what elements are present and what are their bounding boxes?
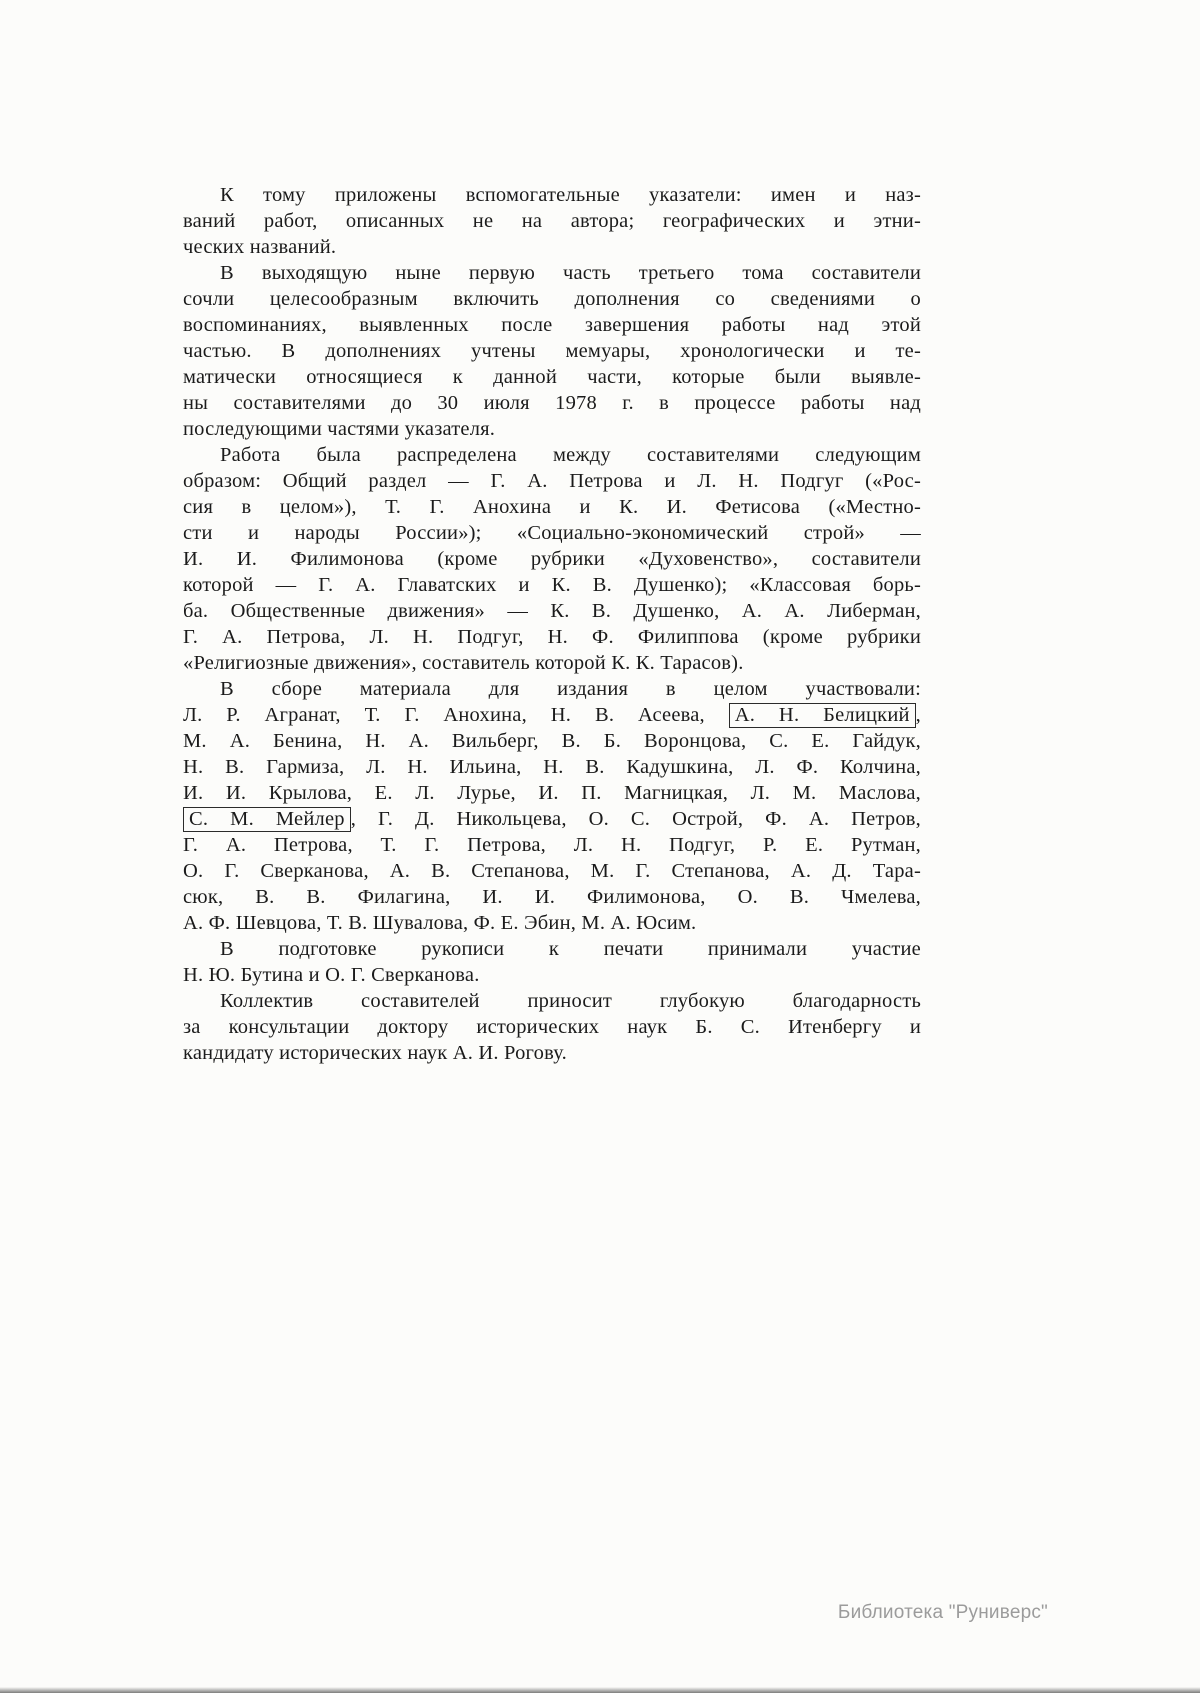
text-line bbox=[183, 338, 921, 364]
text-line bbox=[183, 286, 921, 312]
text-line bbox=[183, 468, 921, 494]
text-segment: М. А. Бенина, Н. А. Вильберг, В. Б. Воронцова, С. Е. Гайдук, bbox=[183, 730, 921, 752]
text-line bbox=[183, 702, 921, 728]
text-segment: Г. А. Петрова, Л. Н. Подгуг, Н. Ф. Филиппова (кроме рубрики bbox=[183, 626, 921, 648]
text-line bbox=[183, 520, 921, 546]
text-segment: ны составителями до 30 июля 1978 г. в процессе работы над bbox=[183, 392, 921, 414]
text-segment: Л. Р. Агранат, Т. Г. Анохина, Н. В. Асеева, bbox=[183, 704, 729, 726]
text-segment: матически относящиеся к данной части, которые были выявле- bbox=[183, 366, 921, 388]
text-line bbox=[183, 598, 921, 624]
boxed-deceased-name: С. М. Мейлер bbox=[183, 807, 351, 832]
text-line bbox=[183, 988, 921, 1014]
text-segment: сия в целом»), Т. Г. Анохина и К. И. Фетисова («Местно- bbox=[183, 496, 921, 518]
text-segment: кандидату исторических наук А. И. Рогову. bbox=[183, 1042, 567, 1064]
text-line bbox=[183, 806, 921, 832]
text-segment: воспоминаниях, выявленных после завершения работы над этой bbox=[183, 314, 921, 336]
text-line bbox=[183, 312, 921, 338]
boxed-deceased-name: А. Н. Белицкий bbox=[729, 703, 916, 728]
text-line bbox=[183, 650, 921, 676]
text-line bbox=[183, 832, 921, 858]
text-line bbox=[183, 1014, 921, 1040]
text-segment: Работа была распределена между составителями следующим bbox=[220, 444, 921, 466]
text-line bbox=[183, 260, 921, 286]
text-line bbox=[183, 962, 921, 988]
text-segment: И. И. Филимонова (кроме рубрики «Духовенство», составители bbox=[183, 548, 921, 570]
text-segment: которой — Г. А. Главатских и К. В. Душенко); «Классовая борь- bbox=[183, 574, 921, 596]
text-segment: К тому приложены вспомогательные указатели: имен и наз- bbox=[220, 184, 921, 206]
text-line bbox=[183, 676, 921, 702]
text-line bbox=[183, 546, 921, 572]
text-line bbox=[183, 936, 921, 962]
paragraph-1 bbox=[183, 182, 921, 260]
paragraph-6 bbox=[183, 988, 921, 1066]
text-line bbox=[183, 416, 921, 442]
text-line bbox=[183, 780, 921, 806]
text-segment: ба. Общественные движения» — К. В. Душенко, А. А. Либерман, bbox=[183, 600, 921, 622]
text-segment: ческих названий. bbox=[183, 236, 337, 258]
text-segment: сочли целесообразным включить дополнения со сведениями о bbox=[183, 288, 921, 310]
text-line bbox=[183, 390, 921, 416]
text-segment: Коллектив составителей приносит глубокую благодарность bbox=[220, 990, 921, 1012]
text-line bbox=[183, 624, 921, 650]
text-segment: В подготовке рукописи к печати принимали участие bbox=[220, 938, 921, 960]
text-segment: В сборе материала для издания в целом участвовали: bbox=[220, 678, 921, 700]
text-segment: И. И. Крылова, Е. Л. Лурье, И. П. Магницкая, Л. М. Маслова, bbox=[183, 782, 921, 804]
library-watermark: Библиотека "Руниверс" bbox=[837, 1602, 1048, 1623]
text-line bbox=[183, 208, 921, 234]
text-line bbox=[183, 442, 921, 468]
text-line bbox=[183, 858, 921, 884]
text-line bbox=[183, 572, 921, 598]
paragraph-3 bbox=[183, 442, 921, 676]
text-line bbox=[183, 494, 921, 520]
text-segment: Н. Ю. Бутина и О. Г. Сверканова. bbox=[183, 964, 480, 986]
text-line bbox=[183, 910, 921, 936]
text-line bbox=[183, 884, 921, 910]
text-segment: , Г. Д. Никольцева, О. С. Острой, Ф. А. Петров, bbox=[350, 808, 921, 830]
text-segment: сюк, В. В. Филагина, И. И. Филимонова, О. В. Чмелева, bbox=[183, 886, 921, 908]
text-segment: сти и народы России»); «Социально-экономический строй» — bbox=[183, 522, 921, 544]
text-segment: Г. А. Петрова, Т. Г. Петрова, Л. Н. Подгуг, Р. Е. Рутман, bbox=[183, 834, 921, 856]
text-line bbox=[183, 364, 921, 390]
text-block bbox=[183, 182, 921, 1066]
text-line bbox=[183, 754, 921, 780]
text-segment: за консультации доктору исторических наук Б. С. Итенбергу и bbox=[183, 1016, 921, 1038]
text-segment: ваний работ, описанных не на автора; географических и этни- bbox=[183, 210, 921, 232]
text-segment: последующими частями указателя. bbox=[183, 418, 496, 440]
text-segment: Н. В. Гармиза, Л. Н. Ильина, Н. В. Кадушкина, Л. Ф. Колчина, bbox=[183, 756, 921, 778]
paragraph-5 bbox=[183, 936, 921, 988]
text-segment: В выходящую ныне первую часть третьего тома составители bbox=[220, 262, 921, 284]
text-line bbox=[183, 1040, 921, 1066]
text-segment: частью. В дополнениях учтены мемуары, хронологически и те- bbox=[183, 340, 921, 362]
text-line bbox=[183, 728, 921, 754]
paragraph-4 bbox=[183, 676, 921, 936]
text-segment: , bbox=[915, 704, 921, 726]
text-line bbox=[183, 182, 921, 208]
scan-edge-line bbox=[0, 1687, 1200, 1693]
text-line bbox=[183, 234, 921, 260]
paragraph-2 bbox=[183, 260, 921, 442]
text-segment: образом: Общий раздел — Г. А. Петрова и Л. Н. Подгуг («Рос- bbox=[183, 470, 921, 492]
text-segment: А. Ф. Шевцова, Т. В. Шувалова, Ф. Е. Эбин, М. А. Юсим. bbox=[183, 912, 697, 934]
text-segment: «Религиозные движения», составитель которой К. К. Тарасов). bbox=[183, 652, 744, 674]
text-segment: О. Г. Сверканова, А. В. Степанова, М. Г. Степанова, А. Д. Тара- bbox=[183, 860, 921, 882]
